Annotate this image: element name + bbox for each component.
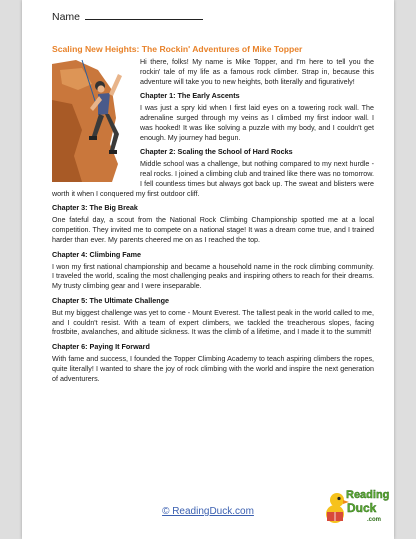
chapter-5 — [52, 296, 374, 338]
climber-torso — [98, 93, 110, 115]
chapter-heading: Chapter 6: Paying It Forward — [52, 342, 150, 352]
name-field-row — [52, 10, 203, 23]
chapter-6 — [52, 342, 374, 384]
readingduck-logo — [323, 482, 390, 528]
logo-suffix-com: .com — [367, 517, 382, 523]
chapter-heading: Chapter 3: The Big Break — [52, 203, 138, 213]
chapter-heading: Chapter 5: The Ultimate Challenge — [52, 295, 170, 305]
climber-shoe-left — [89, 136, 97, 140]
chapter-text: One fateful day, a scout from the National Rock Climbing Championship spotted me at a local competition. They invited me to compete on a national stage! It was a dream come true, and I trained harder than ever. My parents cheered me on as I reached the top. — [52, 216, 374, 244]
worksheet-page — [22, 0, 394, 539]
chapter-text: With fame and success, I founded the Topper Climbing Academy to teach aspiring climbers the ropes, quite literally! I wanted to share the joy of rock climbing with the world and inspire the next generation of adventurers. — [52, 355, 374, 383]
story-content — [52, 58, 374, 388]
chapter-text: But my biggest challenge was yet to come - Mount Everest. The tallest peak in the world called to me, and I couldn't resist. With a team of expert climbers, we tackled the treacherous slopes, facing frostbite, avalanches, and altitude sickness. It was the climb of a lifetime, and I made it to the summit! — [52, 308, 374, 337]
chapter-3 — [52, 203, 374, 245]
chapter-text: I won my first national championship and became a household name in the rock climbing community. I traveled the world, scaling the most challenging peaks and inspiring others to reach for their dreams. My trusty climbing gear and I were inseparable. — [52, 262, 374, 291]
worksheet-title: Scaling New Heights: The Rockin' Adventures of Mike Topper — [52, 44, 303, 54]
name-blank-line[interactable] — [85, 10, 203, 20]
duck-head-icon — [330, 493, 344, 507]
climber-arm-up — [109, 74, 122, 96]
logo-word-duck: Duck — [347, 501, 377, 515]
chapter-heading: Chapter 1: The Early Ascents — [140, 91, 240, 101]
chapter-4 — [52, 250, 374, 292]
chapter-heading: Chapter 2: Scaling the School of Hard Rocks — [140, 147, 293, 157]
story-intro: Hi there, folks! My name is Mike Topper, and I'm here to tell you the rockin' tale of my life as a famous rock climber. Strap in, because this adventure will take you to new heights, both literally and figuratively! — [140, 58, 374, 86]
chapter-text: I was just a spry kid when I first laid eyes on a towering rock wall. The adrenaline surged through my veins as I climbed my first indoor wall. I was hooked! It was like solving a puzzle with my body, and I couldn't get enough. My journey had begun. — [140, 104, 374, 142]
rock-climber-illustration — [52, 60, 132, 182]
climber-head — [97, 85, 104, 92]
chapter-heading: Chapter 4: Climbing Fame — [52, 249, 142, 259]
duck-eye-icon — [337, 497, 340, 500]
logo-word-reading: Reading — [346, 489, 390, 501]
chapter-text: Middle school was a challenge, but nothing compared to my next hurdle - real rocks. I joined a climbing club and trained like there was no tomorrow. I fell countless times but always got back up. The sweat and blisters were worth it when I conquered my first outdoor cliff. — [52, 160, 374, 198]
climber-shoe-right — [109, 150, 117, 154]
name-label: Name — [52, 11, 81, 23]
readingduck-link[interactable]: © ReadingDuck.com — [162, 506, 254, 517]
